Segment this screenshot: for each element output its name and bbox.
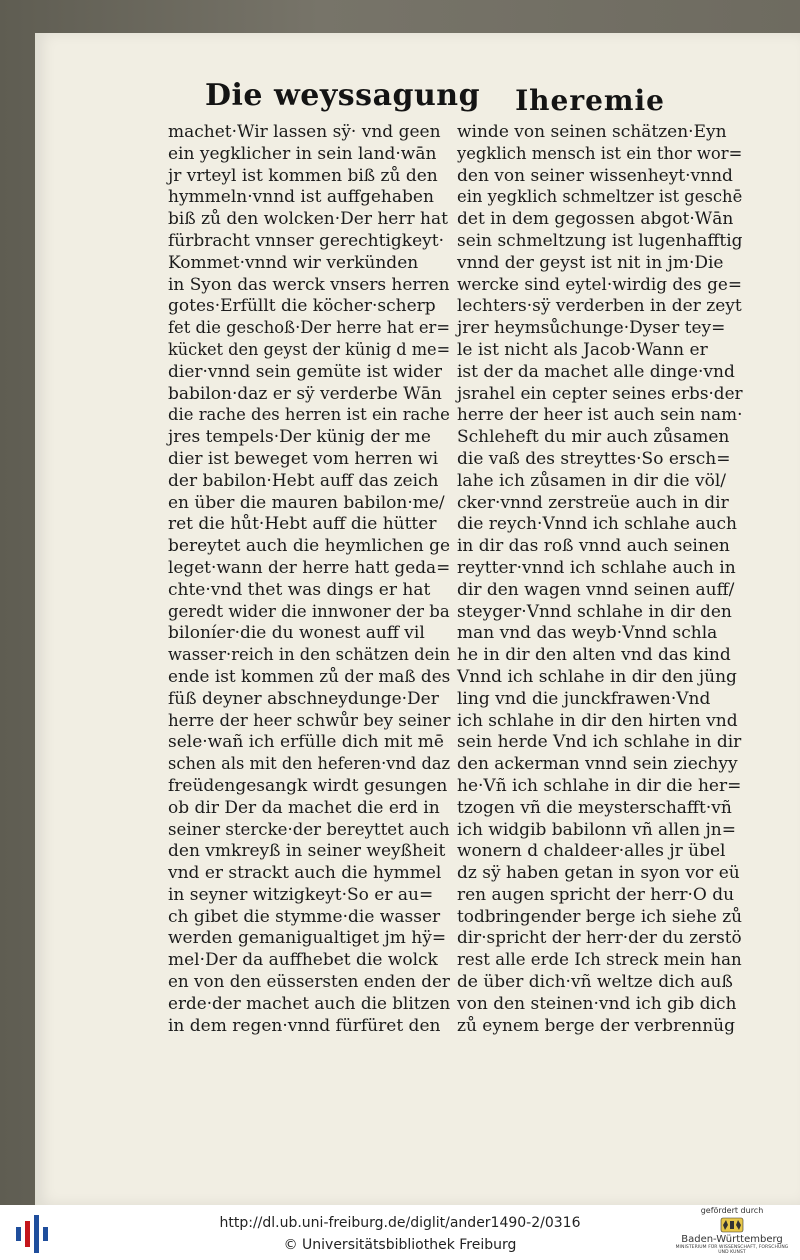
text-line: Vnnd ich schlahe in dir den jüng <box>457 666 737 687</box>
text-line: de über dich·vñ weltze dich auß <box>457 972 733 993</box>
text-line: jr vrteyl ist kommen biß zů den <box>168 165 438 186</box>
text-line: Schleheft du mir auch zůsamen <box>457 427 730 448</box>
text-line: ich schlahe in dir den hirten vnd <box>457 710 738 731</box>
text-column-left <box>168 122 450 1037</box>
viewer-footer <box>0 1205 800 1260</box>
text-line: rest alle erde Ich streck mein han <box>457 950 742 971</box>
text-line: in seyner witzigkeyt·So er au= <box>168 884 434 905</box>
text-line: freüdengesangk wirdt gesungen <box>168 775 448 796</box>
text-line: jres tempels·Der künig der me <box>168 427 431 448</box>
text-line: zů eynem berge der verbrennüg <box>457 1015 735 1036</box>
text-line: tzogen vñ die meysterschafft·vñ <box>457 797 732 818</box>
text-line: ist der da machet alle dinge·vnd <box>457 361 735 382</box>
text-line: chte·vnd thet was dings er hat <box>168 579 431 600</box>
text-line: wercke sind eytel·wirdig des ge= <box>457 274 742 295</box>
text-line: hymmeln·vnnd ist auffgehaben <box>168 187 434 208</box>
text-line: lahe ich zůsamen in dir die völ/ <box>457 470 727 491</box>
text-line: ich widgib babilonn vñ allen jn= <box>457 819 736 840</box>
text-line: lechters·sÿ verderben in der zeyt <box>457 296 742 317</box>
text-line: vnd er strackt auch die hymmel <box>168 863 442 884</box>
text-line: werden gemanigualtiget jm hÿ= <box>168 928 447 949</box>
text-line: man vnd das weyb·Vnnd schla <box>457 623 718 644</box>
copyright-notice: © Universitätsbibliothek Freiburg <box>283 1237 517 1253</box>
text-line: reytter·vnnd ich schlahe auch in <box>457 557 736 578</box>
text-line: schen als mit den heferen·vnd daz <box>168 754 451 775</box>
text-line: dir den wagen vnnd seinen auff/ <box>457 579 735 600</box>
text-line: en über die mauren babilon·me/ <box>168 492 445 513</box>
text-line: dier·vnnd sein gemüte ist wider <box>168 361 443 382</box>
text-line: biloníer·die du wonest auff vil <box>168 623 425 644</box>
text-line: fürbracht vnnser gerechtigkeyt· <box>168 230 444 251</box>
text-line: ch gibet die stymme·die wasser <box>168 906 441 927</box>
funder-ministry: MINISTERIUM FÜR WISSENSCHAFT, FORSCHUNG UND KUNST <box>675 1245 789 1255</box>
text-line: in dem regen·vnnd fürfüret den <box>168 1015 441 1036</box>
text-line: he·Vñ ich schlahe in dir die her= <box>457 775 742 796</box>
text-line: le ist nicht als Jacob·Wann er <box>457 339 708 360</box>
text-line: bereytet auch die heymlichen ge <box>168 536 451 557</box>
text-line: die reych·Vnnd ich schlahe auch <box>457 514 737 535</box>
text-line: der babilon·Hebt auff das zeich <box>168 470 439 491</box>
text-line: ob dir Der da machet die erd in <box>168 797 440 818</box>
funder-state: Baden-Württemberg <box>681 1234 783 1245</box>
text-line: todbringender berge ich siehe zů <box>457 906 742 927</box>
text-line: en von den eüssersten enden der <box>168 972 450 993</box>
text-line: gotes·Erfüllt die köcher·scherp <box>168 296 436 317</box>
text-line: machet·Wir lassen sÿ· vnd geen <box>168 122 441 142</box>
text-line: jsrahel ein cepter seines erbs·der <box>457 383 743 404</box>
text-line: füß deyner abschneydunge·Der <box>168 688 439 709</box>
text-line: wasser·reich in den schätzen dein <box>168 645 451 666</box>
text-line: leget·wann der herre hatt geda= <box>168 557 451 578</box>
text-line: jrer heymsůchunge·Dyser tey= <box>457 318 726 339</box>
text-line: ein yegklich schmeltzer ist geschē <box>457 187 743 208</box>
text-line: ret die hůt·Hebt auff die hütter <box>168 514 437 535</box>
text-line: babilon·daz er sÿ verderbe Wān <box>168 383 442 404</box>
text-line: yegklich mensch ist ein thor wor= <box>457 143 743 164</box>
text-line: ling vnd die junckfrawen·Vnd <box>457 688 711 709</box>
running-head <box>205 78 665 118</box>
text-line: sein herde Vnd ich schlahe in dir <box>457 732 742 753</box>
text-line: sele·wañ ich erfülle dich mit mē <box>168 732 444 753</box>
text-line: winde von seinen schätzen·Eyn <box>457 122 727 142</box>
text-line: erde·der machet auch die blitzen <box>168 993 451 1014</box>
running-head-right: Iheremie <box>515 84 665 117</box>
text-line: geredt wider die innwoner der ba <box>168 601 450 622</box>
text-line: biß zů den wolcken·Der herr hat <box>168 209 448 230</box>
text-line: dir·spricht der herr·der du zerstö <box>457 928 742 949</box>
text-line: Kommet·vnnd wir verkünden <box>168 252 419 273</box>
text-line: fet die geschoß·Der herre hat er= <box>168 318 451 339</box>
text-line: die rache des herren ist ein rache <box>168 405 450 426</box>
state-crest-icon <box>720 1216 744 1234</box>
text-line: in dir das roß vnnd auch seinen <box>457 536 730 557</box>
text-line: von den steinen·vnd ich gib dich <box>457 993 737 1014</box>
text-line: mel·Der da auffhebet die wolck <box>168 950 438 971</box>
funder-badge <box>672 1205 792 1260</box>
text-line: ende ist kommen zů der maß des <box>168 666 451 687</box>
text-line: steyger·Vnnd schlahe in dir den <box>457 601 732 622</box>
text-line: wonern d chaldeer·alles jr übel <box>457 841 726 862</box>
funder-label: gefördert durch <box>700 1206 764 1215</box>
text-line: seiner stercke·der bereyttet auch <box>168 819 450 840</box>
text-column-right <box>457 122 742 1037</box>
text-line: ren augen spricht der herr·O du <box>457 884 735 905</box>
text-line: den ackerman vnnd sein ziechyy <box>457 754 738 775</box>
text-line: den vmkreyß in seiner weyßheit <box>168 841 446 862</box>
text-line: dz sÿ haben getan in syon vor eü <box>457 863 740 884</box>
text-line: cker·vnnd zerstreüe auch in dir <box>457 492 729 513</box>
text-line: ein yegklicher in sein land·wān <box>168 143 437 164</box>
text-line: kücket den geyst der künig d me= <box>168 339 451 360</box>
text-line: herre der heer schwůr bey seiner <box>168 710 451 731</box>
running-head-left: Die weyssagung <box>205 78 481 113</box>
text-line: he in dir den alten vnd das kind <box>457 645 731 666</box>
text-line: sein schmeltzung ist lugenhafftig <box>457 230 743 251</box>
text-line: in Syon das werck vnsers herren <box>168 274 450 295</box>
text-line: dier ist beweget vom herren wi <box>168 448 439 469</box>
text-line: den von seiner wissenheyt·vnnd <box>457 165 733 186</box>
text-line: die vaß des streyttes·So ersch= <box>457 448 731 469</box>
text-line: det in dem gegossen abgot·Wān <box>457 209 734 230</box>
document-url[interactable]: http://dl.ub.uni-freiburg.de/diglit/ander1490-2/0316 <box>219 1215 581 1231</box>
text-line: herre der heer ist auch sein nam· <box>457 405 743 426</box>
text-line: vnnd der geyst ist nit in jm·Die <box>457 252 724 273</box>
